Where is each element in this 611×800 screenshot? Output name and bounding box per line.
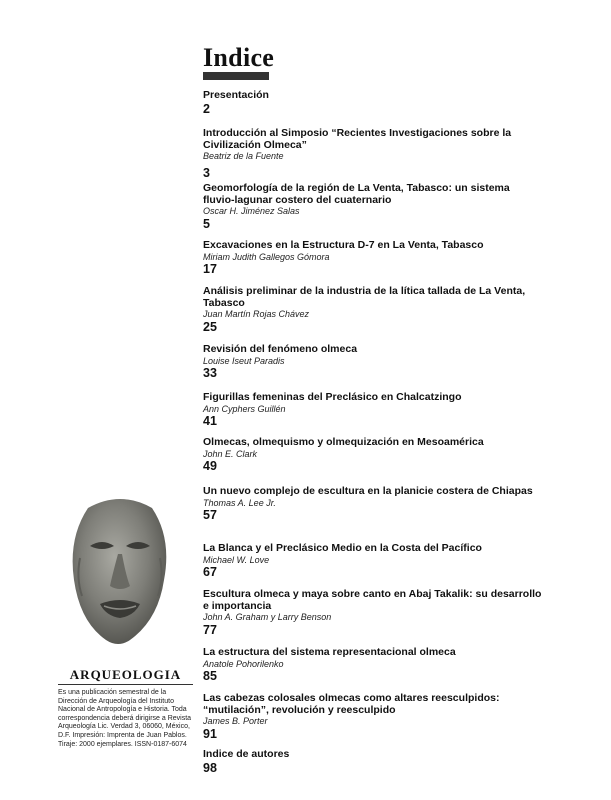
toc-entry — [203, 749, 543, 775]
entry-author: Michael W. Love — [203, 554, 270, 565]
entry-author: John E. Clark — [203, 448, 258, 459]
olmec-mask-image — [60, 488, 180, 648]
toc-entry — [203, 392, 543, 428]
entry-title: Las cabezas colosales olmecas como altares reesculpidos: “mutilación”, revolución y reesculpido — [203, 692, 500, 716]
toc-entry — [203, 647, 543, 683]
entry-title: Un nuevo complejo de escultura en la planicie costera de Chiapas — [203, 485, 533, 497]
entry-title: Revisión del fenómeno olmeca — [203, 343, 358, 355]
entry-title: Presentación — [203, 89, 269, 101]
toc-entry — [203, 128, 543, 180]
entry-page-number: 2 — [203, 101, 210, 116]
entry-page-number: 49 — [203, 459, 217, 473]
toc-entry — [203, 240, 543, 276]
entry-title: La estructura del sistema representacional olmeca — [203, 646, 456, 658]
entry-author: Beatriz de la Fuente — [203, 151, 284, 161]
toc-entry — [203, 589, 543, 637]
entry-author: Ann Cyphers Guillén — [203, 403, 286, 414]
entry-author: Miriam Judith Gallegos Gómora — [203, 251, 330, 262]
entry-author: John A. Graham y Larry Benson — [203, 612, 332, 622]
entry-page-number: 5 — [203, 216, 210, 231]
toc-entry — [203, 693, 543, 741]
toc-entry — [203, 183, 543, 231]
toc-entry — [203, 90, 543, 116]
toc-entry — [203, 486, 543, 522]
entry-title: Excavaciones en la Estructura D-7 en La Venta, Tabasco — [203, 239, 484, 251]
entry-author: Louise Iseut Paradis — [203, 355, 285, 366]
entry-page-number: 25 — [203, 319, 217, 334]
entry-title: Figurillas femeninas del Preclásico en Chalcatzingo — [203, 391, 462, 403]
entry-page-number: 3 — [203, 165, 210, 180]
entry-title: Indice de autores — [203, 748, 290, 760]
toc-entry — [203, 286, 543, 334]
entry-title: La Blanca y el Preclásico Medio en la Costa del Pacífico — [203, 542, 482, 554]
entry-page-number: 91 — [203, 726, 217, 741]
entry-author: Juan Martín Rojas Chávez — [203, 309, 310, 319]
entry-author: Anatole Pohorilenko — [203, 658, 284, 669]
entry-page-number: 77 — [203, 622, 217, 637]
entry-title: Análisis preliminar de la industria de la lítica tallada de La Venta, Tabasco — [203, 285, 526, 309]
entry-title: Olmecas, olmequismo y olmequización en Mesoamérica — [203, 436, 484, 448]
toc-entry — [203, 437, 543, 473]
toc-entry — [203, 543, 543, 579]
toc-entry — [203, 344, 543, 380]
entry-page-number: 57 — [203, 508, 217, 522]
page-title: Indice — [203, 43, 275, 72]
entry-page-number: 33 — [203, 366, 217, 380]
entry-author: Thomas A. Lee Jr. — [203, 497, 276, 508]
entry-title: Escultura olmeca y maya sobre canto en Abaj Takalik: su desarrollo e importancia — [203, 588, 542, 612]
entry-page-number: 85 — [203, 669, 217, 683]
entry-title: Introducción al Simposio “Recientes Investigaciones sobre la Civilización Olmeca” — [203, 127, 512, 151]
magazine-brand: ARQUEOLOGIA — [69, 667, 182, 682]
brand-underline — [58, 684, 193, 685]
entry-author: Oscar H. Jiménez Salas — [203, 206, 300, 216]
colophon-text: Es una publicación semestral de la Dirección de Arqueología del Instituto Nacional de Antropología e Historia. Toda correspondencia deberá dirigirse a Revista Arqueología Lic. Verdad 3, 06060, México, D.F. Impresión: Imprenta de Juan Pablos. Tiraje: 2000 ejemplares. ISSN-0187-6074 — [58, 689, 192, 748]
entry-page-number: 98 — [203, 760, 217, 775]
entry-page-number: 67 — [203, 565, 217, 579]
entry-author: James B. Porter — [203, 716, 268, 726]
title-underline-bar — [203, 72, 269, 80]
entry-title: Geomorfología de la región de La Venta, Tabasco: un sistema fluvio-lagunar costero del cuaternario — [203, 182, 510, 206]
entry-page-number: 41 — [203, 414, 217, 428]
entry-page-number: 17 — [203, 262, 217, 276]
